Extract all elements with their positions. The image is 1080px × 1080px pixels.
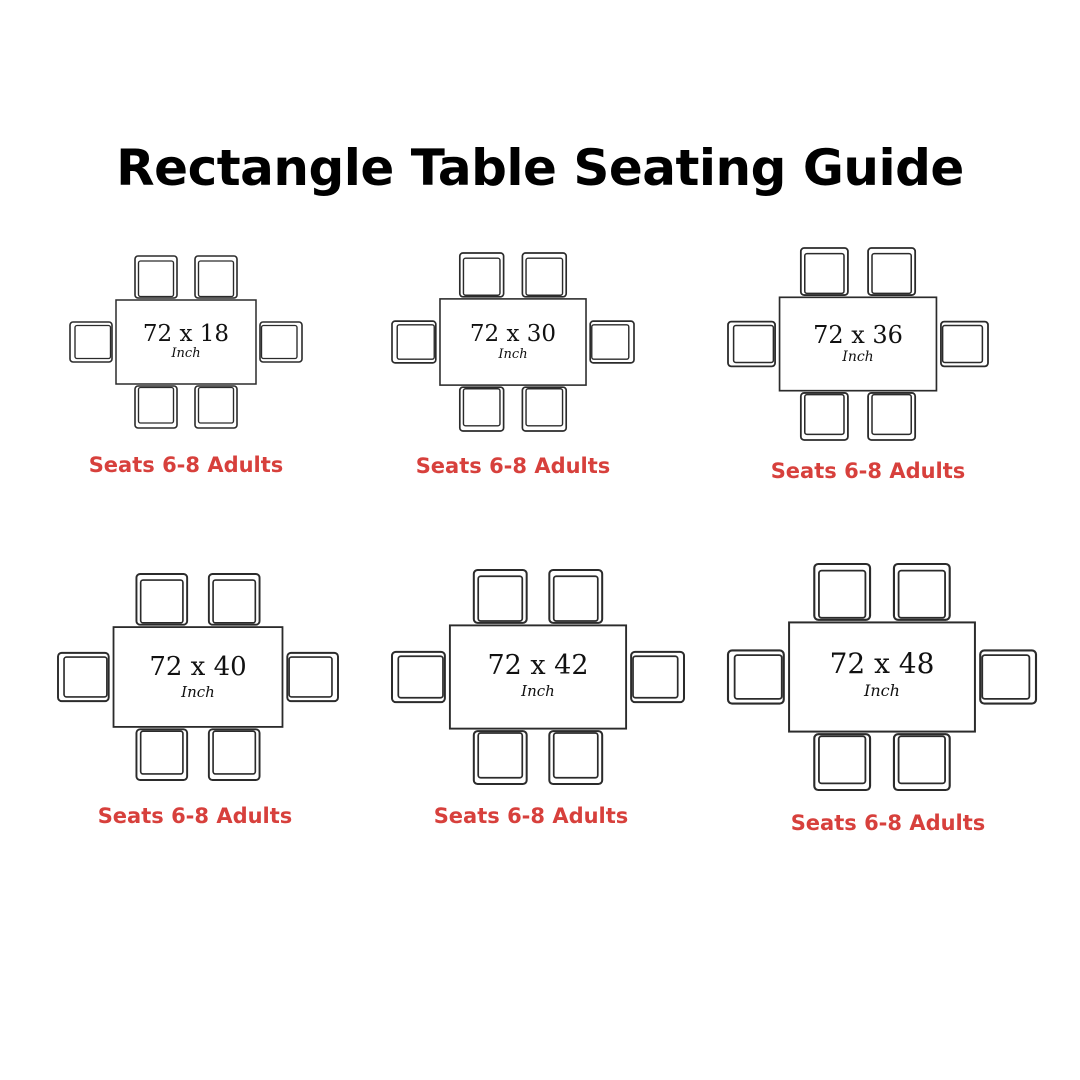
table-top [114, 627, 283, 727]
chair-icon [135, 386, 177, 428]
table-top [780, 297, 937, 390]
table-diagram-72x18 [70, 256, 302, 428]
chair-icon [894, 564, 950, 620]
chair-icon [728, 650, 784, 703]
chair-icon [195, 386, 237, 428]
chair-icon [868, 248, 915, 295]
chair-icon [801, 393, 848, 440]
chair-icon [474, 731, 527, 784]
table-top [789, 622, 975, 731]
chair-icon [287, 653, 338, 701]
table-diagram-72x40 [58, 574, 338, 780]
chair-icon [58, 653, 109, 701]
chair-icon [460, 253, 504, 297]
table-dimensions: 72 x 18 [142, 321, 230, 347]
seating-capacity: Seats 6-8 Adults [770, 459, 966, 483]
table-unit: Inch [498, 347, 528, 362]
chair-icon [980, 650, 1036, 703]
seating-capacity: Seats 6-8 Adults [415, 454, 611, 478]
chair-icon [135, 256, 177, 298]
chair-icon [631, 652, 684, 702]
seating-capacity: Seats 6-8 Adults [433, 804, 629, 828]
chair-icon [868, 393, 915, 440]
chair-icon [70, 322, 112, 362]
chair-icon [136, 729, 187, 780]
chair-icon [195, 256, 237, 298]
chair-icon [209, 574, 260, 625]
table-layout-graphic [392, 253, 634, 431]
table-diagram-72x42 [392, 570, 684, 784]
chair-icon [460, 387, 504, 431]
chair-icon [894, 734, 950, 790]
chair-icon [522, 387, 566, 431]
chair-icon [549, 570, 602, 623]
chair-icon [522, 253, 566, 297]
table-unit: Inch [521, 682, 555, 700]
table-unit: Inch [171, 346, 201, 361]
table-dimensions: 72 x 40 [149, 652, 247, 682]
chair-icon [474, 570, 527, 623]
chair-icon [801, 248, 848, 295]
table-layout-graphic [70, 256, 302, 428]
chair-icon [392, 321, 436, 363]
table-unit: Inch [842, 349, 874, 365]
chair-icon [549, 731, 602, 784]
chair-icon [728, 322, 775, 367]
table-layout-graphic [728, 248, 988, 440]
chair-icon [136, 574, 187, 625]
table-top [450, 625, 626, 728]
table-layout-graphic [392, 570, 684, 784]
table-top [440, 299, 586, 385]
chair-icon [814, 564, 870, 620]
table-unit: Inch [864, 681, 900, 700]
seating-capacity: Seats 6-8 Adults [88, 453, 284, 477]
chair-icon [941, 322, 988, 367]
table-dimensions: 72 x 30 [469, 321, 557, 347]
chair-icon [590, 321, 634, 363]
table-diagram-72x48 [728, 564, 1036, 790]
table-layout-graphic [728, 564, 1036, 790]
table-layout-graphic [58, 574, 338, 780]
seating-capacity: Seats 6-8 Adults [790, 811, 986, 835]
table-unit: Inch [181, 683, 215, 701]
table-diagram-72x30 [392, 253, 634, 431]
table-diagram-72x36 [728, 248, 988, 440]
chair-icon [814, 734, 870, 790]
chair-icon [260, 322, 302, 362]
table-top [116, 300, 256, 384]
chair-icon [209, 729, 260, 780]
table-dimensions: 72 x 48 [829, 647, 935, 680]
table-dimensions: 72 x 36 [813, 321, 903, 349]
seating-capacity: Seats 6-8 Adults [97, 804, 293, 828]
table-dimensions: 72 x 42 [487, 650, 589, 681]
chair-icon [392, 652, 445, 702]
page-title: Rectangle Table Seating Guide [116, 139, 964, 197]
